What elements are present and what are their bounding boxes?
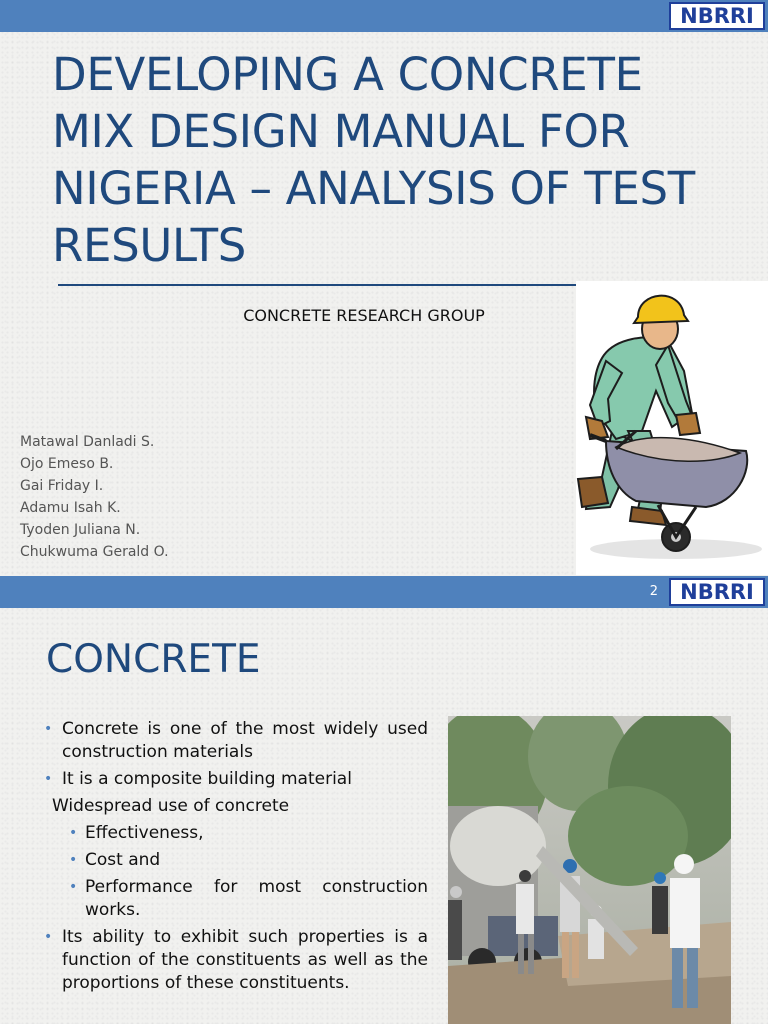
sub-bullet-item: • Effectiveness, (44, 822, 428, 845)
author-item: Matawal Danladi S. (20, 434, 155, 450)
sub-bullet-item: • Performance for most construction works. (44, 876, 428, 922)
bullet-list (44, 718, 428, 999)
header-bar (0, 0, 768, 32)
sub-bullet-item: • Cost and (44, 849, 428, 872)
author-item: Gai Friday I. (20, 478, 104, 494)
author-item: Tyoden Juliana N. (20, 522, 141, 538)
slide-title: DEVELOPING A CONCRETE MIX DESIGN MANUAL FOR NIGERIA – ANALYSIS OF TEST RESULTS (52, 48, 695, 272)
slide-title: CONCRETE (46, 637, 261, 682)
bullet-item: • Its ability to exhibit such properties is a function of the constituents as well as the proportions of these constituents. (44, 926, 428, 995)
construction-site-photo (448, 716, 731, 1024)
body-line: Widespread use of concrete (52, 796, 290, 816)
slide-number: 2 (649, 584, 658, 599)
logo-text: NBRRI (680, 3, 754, 28)
author-item: Adamu Isah K. (20, 500, 121, 516)
nbrri-logo (669, 578, 765, 606)
subtitle: CONCRETE RESEARCH GROUP (243, 306, 485, 325)
author-item: Chukwuma Gerald O. (20, 544, 169, 560)
logo-text: NBRRI (680, 579, 754, 604)
nbrri-logo (669, 2, 765, 30)
title-divider (58, 284, 578, 286)
author-list (20, 431, 169, 563)
worker-wheelbarrow-clipart (576, 281, 768, 575)
bullet-item: • It is a composite building material (44, 768, 428, 791)
bullet-item: • Concrete is one of the most widely used construction materials (44, 718, 428, 764)
author-item: Ojo Emeso B. (20, 456, 114, 472)
